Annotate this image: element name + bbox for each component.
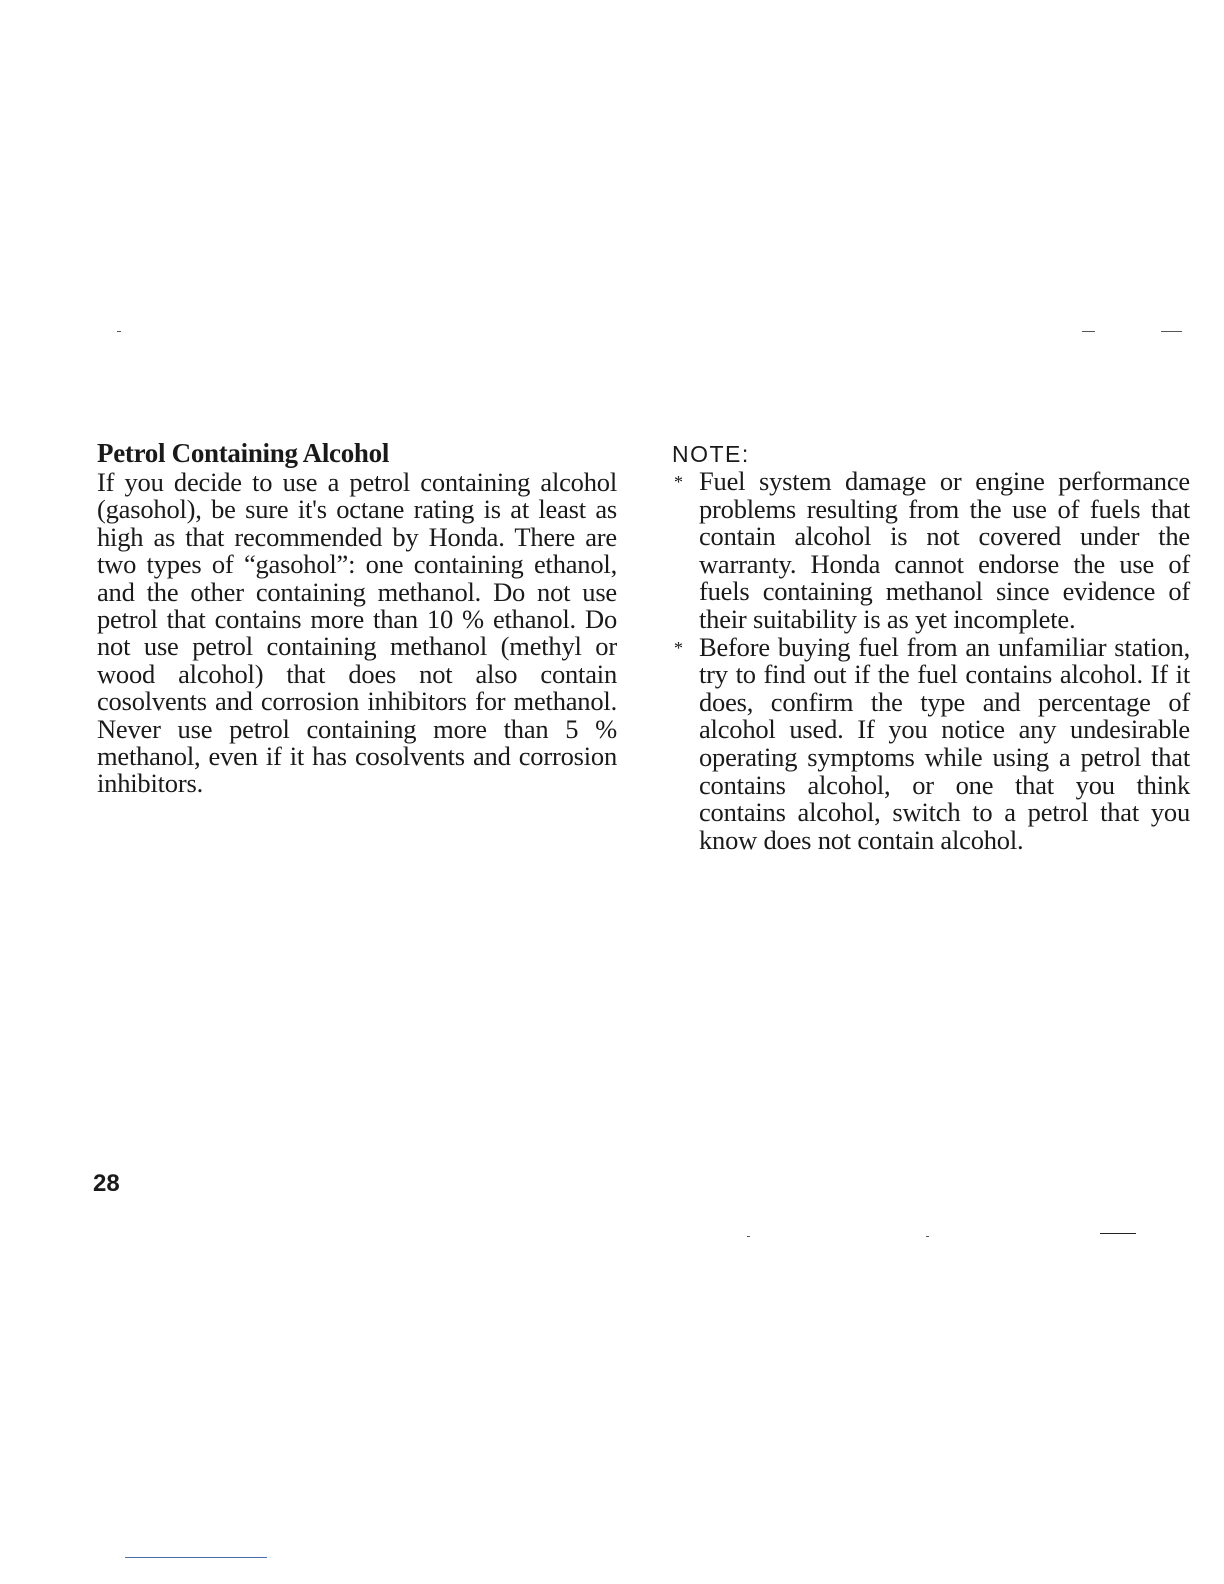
asterisk-bullet-icon: * [674,637,683,658]
asterisk-bullet-icon: * [674,472,683,492]
note-item [672,631,1190,855]
note-label: NOTE: [672,441,750,467]
scan-mark [747,1236,750,1237]
footer-rule [125,1557,267,1558]
note-item-text: Fuel system damage or engine performance problems resulting from the use of fuels that contain alcohol is not covered under the warranty. Honda cannot endorse the use of fuels containing methanol since evidence of their suitability is as yet incomplete. [699,466,1190,634]
scan-mark [1100,1233,1136,1234]
page-number: 28 [93,1170,120,1197]
note-column [672,440,1190,854]
note-item-text: Before buying fuel from an unfamiliar station, try to find out if the fuel contains alcohol. If it does, confirm the type and percentage of alcohol used. If you notice any undesirable operating symptoms while using a petrol that contains alcohol, or one that you think contains alcohol, switch to a petrol that you know does not contain alcohol. [699,631,1190,855]
section-heading: Petrol Containing Alcohol [97,438,390,468]
note-item [672,468,1190,634]
scan-mark [117,331,121,332]
scan-mark [926,1236,929,1237]
note-list [672,468,1190,854]
section-paragraph: If you decide to use a petrol containing alcohol (gasohol), be sure it's octane rating is at least as high as that recommended by Honda. There are two types of “gasohol”: one containing ethanol, and the other containing methanol. Do not use petrol that contains more than 10 % ethanol. Do not use petrol containing methanol (methyl or wood alcohol) that does not also contain cosolvents and corrosion inhibitors for methanol. Never use petrol containing more than 5 % methanol, even if it has cosolvents and corrosion inhibitors. [97,467,617,799]
scan-mark [1082,331,1095,332]
left-column [97,437,617,798]
scan-mark [1161,331,1182,332]
